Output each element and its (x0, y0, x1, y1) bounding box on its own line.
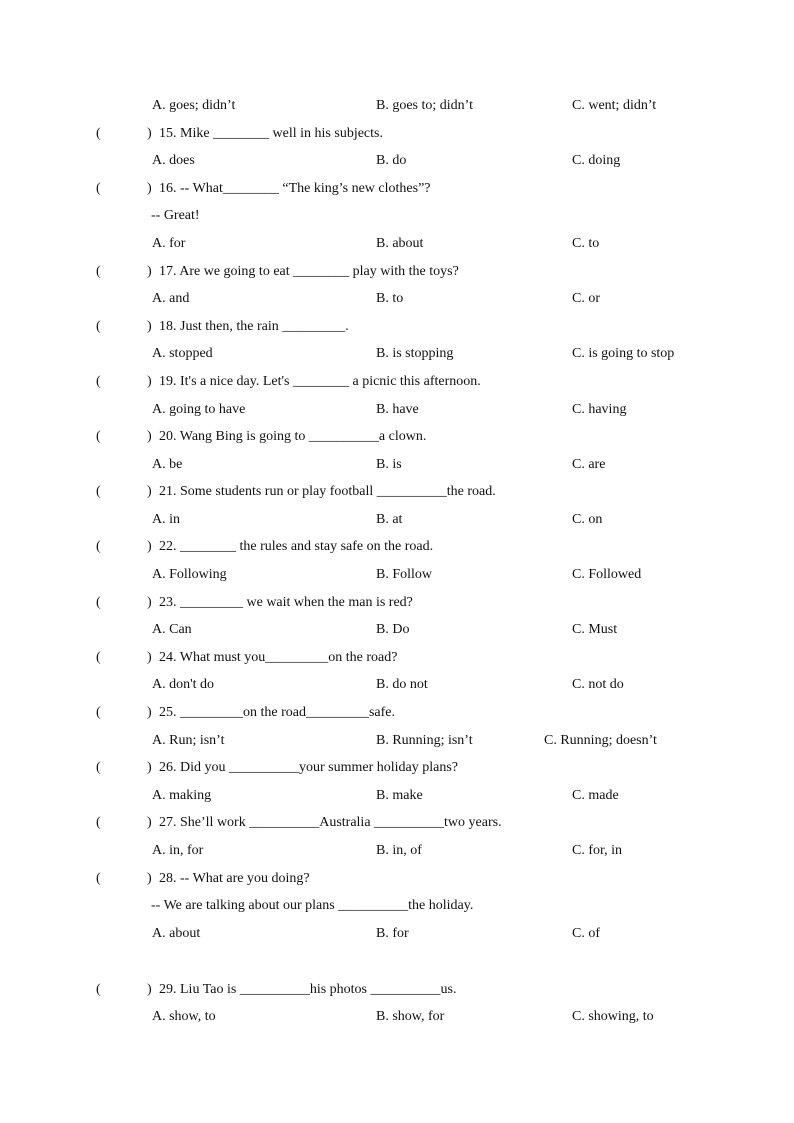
options-row (0, 620, 794, 640)
answer-paren-open: ( (96, 181, 101, 196)
question-row (0, 124, 794, 144)
question-stem: 20. Wang Bing is going to __________a clown. (159, 429, 427, 444)
options-row (0, 455, 794, 475)
question-stem: 15. Mike ________ well in his subjects. (159, 126, 383, 141)
question-row (0, 758, 794, 778)
option-c: C. having (572, 402, 627, 417)
question-continuation (0, 206, 794, 226)
question-stem: 23. _________ we wait when the man is red? (159, 595, 413, 610)
options-row (0, 96, 794, 116)
option-b: B. Do (376, 622, 410, 637)
answer-paren-close: ) (147, 264, 152, 279)
answer-paren-open: ( (96, 760, 101, 775)
option-c: C. Must (572, 622, 618, 637)
answer-paren-open: ( (96, 264, 101, 279)
options-row (0, 841, 794, 861)
answer-paren-open: ( (96, 871, 101, 886)
answer-paren-open: ( (96, 374, 101, 389)
option-a: A. going to have (152, 402, 246, 417)
option-b: B. do (376, 153, 407, 168)
answer-paren-open: ( (96, 815, 101, 830)
question-continuation (0, 896, 794, 916)
options-row (0, 924, 794, 944)
option-b: B. have (376, 402, 419, 417)
option-c: C. Running; doesn’t (544, 733, 657, 748)
options-row (0, 289, 794, 309)
question-row (0, 648, 794, 668)
option-b: B. Follow (376, 567, 433, 582)
option-c: C. Followed (572, 567, 642, 582)
option-b: B. in, of (376, 843, 422, 858)
option-c: C. are (572, 457, 606, 472)
question-row (0, 427, 794, 447)
option-b: B. is stopping (376, 346, 454, 361)
answer-paren-close: ) (147, 126, 152, 141)
answer-paren-close: ) (147, 595, 152, 610)
options-row (0, 510, 794, 530)
question-stem: 16. -- What________ “The king’s new clothes”? (159, 181, 431, 196)
question-row (0, 980, 794, 1000)
option-a: A. be (152, 457, 183, 472)
option-c: C. on (572, 512, 603, 527)
question-stem: 22. ________ the rules and stay safe on the road. (159, 539, 434, 554)
answer-paren-close: ) (147, 484, 152, 499)
option-b: B. make (376, 788, 423, 803)
option-a: A. Following (152, 567, 227, 582)
dialogue-line: -- Great! (151, 208, 200, 223)
answer-paren-open: ( (96, 982, 101, 997)
answer-paren-close: ) (147, 181, 152, 196)
answer-paren-open: ( (96, 319, 101, 334)
option-c: C. not do (572, 677, 624, 692)
question-row (0, 262, 794, 282)
option-b: B. goes to; didn’t (376, 98, 473, 113)
option-b: B. for (376, 926, 409, 941)
answer-paren-open: ( (96, 126, 101, 141)
option-a: A. Run; isn’t (152, 733, 225, 748)
option-a: A. goes; didn’t (152, 98, 236, 113)
answer-paren-close: ) (147, 429, 152, 444)
question-stem: 26. Did you __________your summer holiday plans? (159, 760, 459, 775)
option-b: B. to (376, 291, 404, 306)
option-b: B. is (376, 457, 402, 472)
question-stem: 29. Liu Tao is __________his photos __________us. (159, 982, 457, 997)
question-row (0, 869, 794, 889)
options-row (0, 234, 794, 254)
answer-paren-open: ( (96, 539, 101, 554)
answer-paren-open: ( (96, 650, 101, 665)
option-c: C. showing, to (572, 1009, 654, 1024)
option-b: B. at (376, 512, 403, 527)
question-row (0, 372, 794, 392)
answer-paren-close: ) (147, 815, 152, 830)
answer-paren-close: ) (147, 982, 152, 997)
question-row (0, 813, 794, 833)
option-c: C. doing (572, 153, 621, 168)
question-row (0, 537, 794, 557)
option-a: A. in, for (152, 843, 204, 858)
option-a: A. and (152, 291, 190, 306)
option-c: C. made (572, 788, 619, 803)
option-a: A. don't do (152, 677, 215, 692)
answer-paren-open: ( (96, 595, 101, 610)
options-row (0, 1007, 794, 1027)
question-stem: 19. It's a nice day. Let's ________ a picnic this afternoon. (159, 374, 481, 389)
answer-paren-close: ) (147, 760, 152, 775)
option-a: A. Can (152, 622, 192, 637)
question-stem: 24. What must you_________on the road? (159, 650, 398, 665)
option-b: B. show, for (376, 1009, 445, 1024)
option-a: A. does (152, 153, 195, 168)
question-row (0, 703, 794, 723)
option-a: A. for (152, 236, 186, 251)
question-stem: 25. _________on the road_________safe. (159, 705, 396, 720)
option-a: A. making (152, 788, 212, 803)
options-row (0, 565, 794, 585)
question-stem: 28. -- What are you doing? (159, 871, 310, 886)
answer-paren-close: ) (147, 319, 152, 334)
question-stem: 18. Just then, the rain _________. (159, 319, 349, 334)
options-row (0, 400, 794, 420)
answer-paren-close: ) (147, 705, 152, 720)
option-c: C. is going to stop (572, 346, 675, 361)
answer-paren-open: ( (96, 484, 101, 499)
option-b: B. Running; isn’t (376, 733, 473, 748)
options-row (0, 675, 794, 695)
options-row (0, 731, 794, 751)
option-c: C. of (572, 926, 600, 941)
option-c: C. went; didn’t (572, 98, 657, 113)
option-a: A. stopped (152, 346, 213, 361)
question-stem: 21. Some students run or play football __________the road. (159, 484, 496, 499)
question-stem: 27. She’ll work __________Australia __________two years. (159, 815, 502, 830)
options-row (0, 786, 794, 806)
question-row (0, 593, 794, 613)
option-b: B. about (376, 236, 424, 251)
option-c: C. or (572, 291, 600, 306)
question-stem: 17. Are we going to eat ________ play with the toys? (159, 264, 459, 279)
option-b: B. do not (376, 677, 428, 692)
answer-paren-close: ) (147, 650, 152, 665)
answer-paren-close: ) (147, 871, 152, 886)
question-row (0, 317, 794, 337)
answer-paren-close: ) (147, 374, 152, 389)
options-row (0, 151, 794, 171)
option-a: A. in (152, 512, 180, 527)
dialogue-line: -- We are talking about our plans __________the holiday. (151, 898, 474, 913)
question-row (0, 179, 794, 199)
question-row (0, 482, 794, 502)
answer-paren-open: ( (96, 705, 101, 720)
answer-paren-open: ( (96, 429, 101, 444)
option-c: C. to (572, 236, 600, 251)
answer-paren-close: ) (147, 539, 152, 554)
option-c: C. for, in (572, 843, 622, 858)
option-a: A. show, to (152, 1009, 216, 1024)
options-row (0, 344, 794, 364)
option-a: A. about (152, 926, 201, 941)
